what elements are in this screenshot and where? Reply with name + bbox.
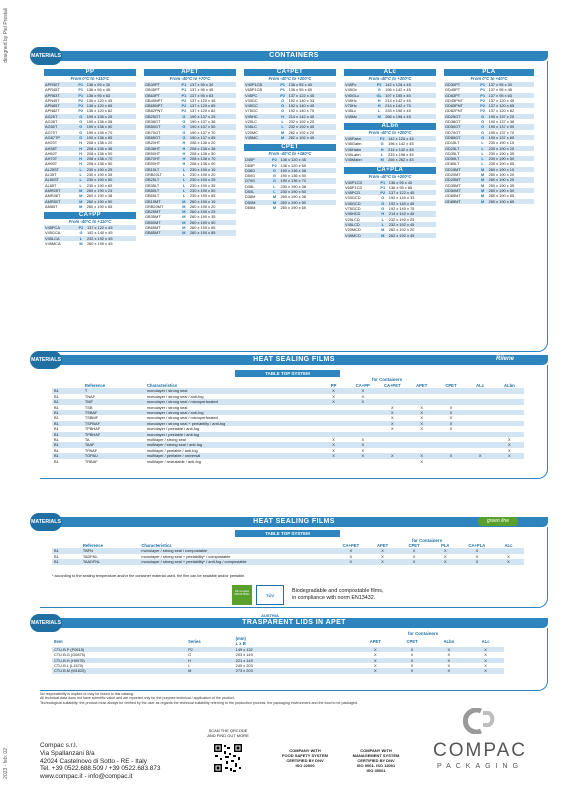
table-row: GB85GT G 190 x 137 x 85 — [144, 135, 236, 140]
table-row: B1 TOPAU multilayer / peelable / universal X X X X X X X — [52, 453, 524, 458]
table-row: V45HCD H 214 x 142 x 45 — [344, 211, 436, 216]
table-row: V45PCA P2 137 x 122 x 45 — [44, 225, 136, 230]
table-row: GD70GT G 190 x 137 x 70 — [445, 129, 515, 135]
brand-sub: PACKAGING — [436, 763, 524, 770]
table-row: V45Labn L 233 x 196 x 45 — [345, 151, 414, 157]
table-row: GB65LT L 230 x 190 x 65 — [145, 193, 216, 199]
table-row: V45LCA L 232 x 192 x 45 — [44, 236, 136, 241]
table-row: B1 TPBHAF monolayer / peelable / anti-fog X X X — [54, 426, 453, 432]
table-row: V40P1CD P1 136 x 95 x 40 — [344, 180, 436, 185]
material-header-alc: ALc — [344, 69, 436, 76]
table-row: V45PC P2 137 x 122 x 45 — [244, 93, 336, 98]
rilene-logo: Rilene — [496, 356, 515, 362]
table-row: V45Mc M 266 x 196 x 45 — [344, 114, 436, 119]
table-row: CTU.B.L (L1570) L 240 x 203 X X X X — [54, 663, 487, 669]
table-row: APN45T P2 136 x 120 x 45 — [45, 97, 113, 103]
temperature-range: From -40°C to +110°C — [68, 219, 112, 225]
table-row: AL35T L 230 x 190 x 35 — [45, 172, 113, 178]
table-row: V45GCA G 192 x 140 x 45 — [45, 230, 113, 236]
table-row: B1 TNAF monolayer / strong seal / anti-fog X X — [54, 393, 365, 399]
table-row: GD82PNT P2 137 x 120 x 82 — [445, 108, 515, 114]
container-table-pp — [44, 82, 136, 209]
table-row: V45Habn H 214 x 142 x 45 — [344, 147, 436, 152]
table-row: V45Pabn P2 142 x 126 x 45 — [344, 136, 436, 141]
designer-credit: designed by Piel Prestali — [3, 8, 9, 63]
table-row: APR45T P1 136 x 95 x 45 — [45, 87, 111, 93]
temperature-range: From -40°C to +180°C — [268, 151, 312, 157]
table-row: V45HC H 214 x 142 x 45 — [244, 114, 336, 119]
table-row: GB25GT G 190 x 137 x 25 — [144, 114, 236, 119]
table-row: GB50MT M 260 x 190 x 50 — [144, 220, 236, 225]
table-row: B1 TSBMF monolayer / strong seal / microperforated X X X — [54, 415, 453, 421]
table-row: GD85GT G 190 x 137 x 85 — [444, 135, 534, 140]
table-row: AH70T H 208 x 136 x 70 — [44, 156, 136, 161]
compac-logo-mark — [459, 708, 499, 734]
table-row: V33GCD G 192 x 140 x 33 — [345, 195, 415, 201]
heat-sealing-section — [30, 351, 548, 479]
table-row: GD65LT L 230 x 190 x 65 — [445, 161, 515, 167]
table-row: GB50LT L 230 x 190 x 50 — [144, 188, 236, 193]
disclaimer: No responsibility is implied or may be linked to this catalog. All technical data does not have scientific value and are reported only for the purpose technical / application of the product. Technological suitability: the product must always be verified by the user as regards the technical suitability referring to the production process, the packaging environment and the food to be packaged. — [40, 692, 359, 705]
table-row: B1 TPBHAF monolayer / peelable / anti-fog — [52, 432, 524, 437]
table-row: GD85MT M 260 x 190 x 85 — [444, 199, 534, 204]
container-table-capet — [244, 82, 336, 140]
material-header-pp: PP — [44, 69, 136, 76]
table-row: AG38T G 190 x 136 x 38 — [45, 119, 113, 125]
materials-pill: MATERIALS — [30, 351, 62, 369]
table-row: GD50GT G 190 x 137 x 50 — [444, 124, 534, 129]
table-row: B1 TAADFNL monolayer / strong seal + peelability* / anti-fog / compostable X X X X X X — [52, 559, 524, 564]
lids-title: TRASPARENT LIDS IN APET — [242, 619, 346, 626]
biodegradable-note: Biodegradable and compostable films, in compliance with norm EN13432. — [292, 588, 384, 601]
heat-sealing-green-section — [30, 513, 548, 618]
table-row: AG50T G 190 x 136 x 50 — [44, 124, 136, 129]
table-row: APR30T P1 136 x 95 x 30 — [44, 82, 136, 87]
table-row: B1 TBFN monolayer / strong seal / compostable X X X X X — [52, 548, 524, 553]
table-header: Reference Characteristics CA+PET APET CPET PLA CA+PLA ALc — [82, 543, 513, 548]
material-header-albn: ALbn — [344, 123, 436, 130]
temperature-range: From -40°C to +200°C — [368, 173, 412, 179]
table-row: GD35LT L 230 x 190 x 35 — [445, 150, 515, 156]
materials-pill: MATERIALS — [30, 513, 62, 531]
table-row: D50M M 260 x 190 x 50 — [244, 200, 336, 205]
table-row: V45GCD G 192 x 140 x 45 — [344, 201, 436, 206]
table-row: D50G G 190 x 136 x 50 — [245, 173, 306, 179]
temperature-range: From -40°C to +200°C — [368, 76, 412, 81]
temperature-range: From 0°C to +110°C — [70, 76, 110, 81]
table-row: GB50GT G 190 x 137 x 50 — [144, 124, 236, 129]
table-row: GD15LT L 230 x 190 x 15 — [445, 140, 515, 146]
container-table-cap — [44, 225, 136, 246]
table-row: GB82PNT P2 137 x 120 x 82 — [145, 108, 216, 114]
table-row: V25LC L 232 x 192 x 25 — [245, 119, 315, 125]
table-header: Item Series (mm) L x B APET CPET ALbn ALc — [54, 636, 490, 647]
table-row: AL50ST L 230 x 190 x 50 — [44, 177, 136, 182]
table-row: V75GC G 192 x 140 x 75 — [245, 108, 315, 114]
table-row: V45Gabn G 196 x 142 x 45 — [345, 141, 414, 147]
table-row: GD20MT M 260 x 190 x 20 — [445, 172, 515, 178]
table-row: GRB20MT M 260 x 190 x 20 — [145, 203, 216, 209]
table-row: D45P P2 136 x 120 x 45 — [244, 157, 336, 162]
table-row: GB90HT H 208 x 136 x 90 — [145, 161, 216, 167]
table-row: V40P1CB P1 136 x 95 x 40 — [244, 82, 336, 87]
hsf-green-title: HEAT SEALING FILMS — [253, 518, 335, 525]
table-row: AH90T H 208 x 136 x 90 — [45, 161, 113, 167]
for-containers-label: for Containers — [412, 538, 443, 543]
containers-title: CONTAINERS — [269, 52, 319, 59]
table-row: D38L L 230 x 190 x 38 — [245, 183, 306, 189]
table-row: B1 TA multilayer / strong seal X X X — [54, 437, 511, 443]
table-row: AL65T L 230 x 190 x 65 — [45, 182, 113, 188]
materials-pill: MATERIALS — [30, 614, 62, 632]
heat-sealing-table — [52, 383, 524, 464]
table-row: V65P1CD P1 136 x 95 x 65 — [345, 184, 413, 190]
table-row: GB35LT L 230 x 190 x 35 — [145, 182, 216, 188]
table-row: V45PCD P2 137 x 122 x 45 — [344, 190, 436, 195]
table-row: GB25MT M 260 x 190 x 25 — [144, 209, 236, 214]
table-row: B1 TMF monolayer / strong seal / microperforated X X — [52, 399, 524, 404]
material-header-pla: PLA — [444, 69, 534, 76]
table-row: V45Lc L 233 x 196 x 45 — [345, 108, 411, 114]
table-row: V33GC G 192 x 140 x 33 — [245, 97, 315, 103]
table-row: GD45PT P1 137 x 95 x 45 — [445, 87, 512, 93]
table-row: GB50HT H 208 x 136 x 50 — [145, 150, 216, 156]
containers-section — [30, 47, 548, 352]
table-row: V75GCD G 192 x 140 x 75 — [345, 206, 415, 212]
temperature-range: From -40°C to +200°C — [368, 130, 412, 136]
food-safety-cert: COMPANY WITH FOOD SAFETY SYSTEM CERTIFIED BY DNV ISO 22000 — [282, 748, 328, 768]
container-table-albn — [344, 136, 436, 162]
table-row: D38G G 190 x 136 x 38 — [244, 168, 336, 173]
table-row: CTU.B.P (P0515) P2 149 x 132 X X X X — [52, 647, 504, 652]
lids-table — [52, 636, 504, 674]
table-row: AH20T H 208 x 136 x 20 — [45, 140, 113, 146]
table-row: V45LCD L 232 x 192 x 45 — [344, 222, 436, 227]
company-web[interactable]: www.compac.it - info@compac.it — [40, 773, 133, 781]
table-row: V40GLc GL 197 x 155 x 40 — [344, 93, 436, 98]
company-address: Compac s.r.l. Via Spallanzani 8/a 42024 Castelnovo di Sotto - RE - Italy Tel. +39 0522.688.509 / +39 0522.683.873 www.compac.it - info@compac.it — [40, 742, 161, 781]
table-row: GB15LT L 230 x 190 x 15 — [144, 167, 236, 172]
lids-section — [30, 614, 548, 691]
green-line-logo: green line — [478, 517, 518, 526]
table-row: GD35MT M 260 x 190 x 35 — [445, 182, 515, 188]
for-containers-label: for Containers — [372, 377, 403, 382]
table-row: GD50LT L 230 x 190 x 50 — [444, 156, 534, 161]
table-row: V65P1CB P1 136 x 95 x 65 — [245, 87, 312, 93]
table-row: APN65T P2 136 x 120 x 65 — [44, 103, 136, 108]
management-cert: COMPANY WITH MANAGEMENT SYSTEM CERTIFIED BY DNV ISO 9001- ISO 14001 ISO 45001 — [352, 748, 400, 773]
table-row: GB20HT H 208 x 136 x 20 — [145, 140, 216, 146]
table-row: D65M M 260 x 190 x 65 — [245, 204, 306, 210]
table-row: B1 TSBAF monolayer / strong seal / anti-fog X X X — [52, 410, 524, 415]
container-table-alc — [344, 82, 436, 119]
container-table-capla — [344, 180, 436, 238]
hsf-title: HEAT SEALING FILMS — [253, 356, 335, 363]
green-sealing-table — [52, 543, 524, 565]
table-row: B1 TSPBAF monolayer / strong seal + peelability / anti-fog X X X — [52, 421, 524, 426]
table-row: AH50T H 208 x 136 x 50 — [45, 150, 113, 156]
company-phone: Tel. +39 0522.688.509 / +39 0522.683.873 — [40, 765, 161, 773]
container-table-pla — [444, 82, 534, 204]
table-row: B1 TADFNL monolayer / strong seal + peelability* / compostable X X X X X X — [54, 553, 510, 559]
table-row: B1 TRBAF multilayer / resealable / anti-fog X — [54, 458, 423, 464]
table-row: D65P P2 136 x 120 x 65 — [245, 162, 306, 168]
company-name: Compac s.r.l. — [40, 742, 78, 749]
table-row: D38M M 260 x 190 x 38 — [245, 194, 306, 200]
table-row: CTU.B.G (G0875) G 203 x 149 X X X X — [54, 652, 487, 658]
table-row: GD50MT M 260 x 190 x 50 — [444, 188, 534, 193]
table-row: APN82T P2 136 x 120 x 82 — [45, 108, 113, 114]
table-row: V25LCD L 232 x 192 x 25 — [345, 216, 415, 222]
table-row: GB25LT L 230 x 190 x 25 — [144, 177, 236, 182]
table-header: Reference Characteristics PP CA+PP CA+PET APET CPET ALc ALbn — [84, 383, 515, 388]
brand-name: COMPAC — [433, 740, 527, 761]
table-row: V45Gc G 196 x 142 x 45 — [345, 87, 411, 93]
material-header-cap: CA+PP — [44, 212, 136, 219]
scan-label: SCAN THE QRCODE AND FIND OUT MORE — [207, 728, 249, 738]
table-row: GD63PT P1 137 x 95 x 63 — [444, 93, 534, 98]
table-row: V45GC G 192 x 140 x 45 — [244, 103, 336, 108]
table-row: GRB20LT L 230 x 190 x 20 — [145, 172, 216, 178]
table-row: GD65PNT P2 137 x 120 x 65 — [444, 103, 534, 108]
table-row: B1 T monolayer / strong seal X X — [52, 388, 524, 393]
table-row: V20MC M 262 x 192 x 20 — [245, 129, 315, 135]
table-row: GB63PT P1 137 x 95 x 63 — [144, 93, 236, 98]
tuv-badge: TÜV AUSTRIA — [256, 585, 284, 605]
table-row: CTU.B.H (H0975) H 221 x 149 X X X X — [52, 658, 504, 663]
table-row: V45MCD M 262 x 192 x 45 — [344, 233, 436, 238]
table-row: GB70GT G 190 x 137 x 70 — [145, 129, 216, 135]
table-row: CTU.B.M (M1620) M 273 x 203 X X X X — [52, 668, 504, 673]
for-containers-label: for Containers — [408, 631, 439, 636]
table-row: V45LC L 232 x 192 x 45 — [244, 124, 336, 129]
material-header-capla: CA+PLA — [344, 167, 436, 174]
temperature-range: From -40°C to +200°C — [268, 76, 312, 81]
table-row: AMR50T M 260 x 190 x 50 — [44, 199, 136, 204]
table-row: B1 TAAF multilayer / strong seal / anti-fog X X X — [52, 442, 524, 447]
table-row: AM65T M 260 x 190 x 65 — [45, 203, 113, 209]
materials-pill: MATERIALS — [30, 47, 62, 65]
table-row: V45Mabn M 266 x 262 x 45 — [344, 157, 436, 162]
table-row: GB65NPT P2 137 x 120 x 65 — [144, 103, 236, 108]
table-row: B1 TPAAF multilayer / peelable / anti-fog X X X — [54, 447, 511, 453]
table-row: D50L L 230 x 190 x 50 — [244, 189, 336, 194]
qr-code[interactable] — [213, 743, 243, 773]
edition-date: 2023 - feb. 02 — [3, 748, 9, 779]
container-table-cpet — [244, 157, 336, 210]
container-table-apet — [144, 82, 236, 236]
table-top-system-label: TABLE TOP SYSTEM — [235, 530, 340, 537]
table-row: V45MC M 262 x 192 x 45 — [244, 135, 336, 140]
temperature-range: From 0°C to +40°C — [470, 76, 508, 81]
table-row: GB45NPT P2 137 x 120 x 45 — [145, 97, 216, 103]
table-row: GD25GT G 190 x 137 x 25 — [444, 114, 534, 119]
table-row: AL25ST L 230 x 190 x 25 — [44, 167, 136, 172]
table-row: GB45PT P1 137 x 95 x 45 — [145, 87, 214, 93]
table-row: V45Pc P2 142 x 126 x 45 — [344, 82, 436, 87]
table-row: V45Hc H 214 x 142 x 45 — [345, 97, 411, 103]
table-row: V45MCA M 260 x 190 x 45 — [45, 241, 113, 247]
table-row: GD38GT G 190 x 137 x 38 — [445, 119, 515, 125]
table-row: GD25MT M 260 x 190 x 25 — [444, 177, 534, 182]
table-row: D70G G 190 x 136 x 70 — [244, 178, 336, 183]
table-row: GB70HT H 208 x 136 x 70 — [144, 156, 236, 161]
table-row: GD15MT M 260 x 190 x 15 — [444, 167, 534, 172]
table-row: GB38GT G 190 x 137 x 38 — [145, 119, 216, 125]
table-row: GB65MT M 260 x 190 x 65 — [145, 225, 216, 231]
material-header-capet: CA+PET — [244, 69, 336, 76]
table-row: AG87TP G 190 x 136 x 85 — [44, 135, 136, 140]
table-row: GB15MT M 260 x 190 x 15 — [144, 199, 236, 204]
material-header-apet: APET — [144, 69, 236, 76]
table-row: GB30PT P1 137 x 95 x 30 — [144, 82, 236, 87]
table-row: AMR38T M 260 x 190 x 38 — [45, 193, 113, 199]
ok-compost-badge: OK compost INDUSTRIAL — [232, 585, 252, 605]
table-row: GD45PNT P2 137 x 120 x 45 — [445, 97, 515, 103]
table-row: GB85MT M 260 x 190 x 85 — [144, 230, 236, 235]
table-row: AG70T G 190 x 136 x 70 — [45, 129, 113, 135]
table-top-system-label: TABLE TOP SYSTEM — [235, 370, 340, 377]
table-row: GB35MT M 260 x 190 x 35 — [145, 214, 216, 220]
table-row: B1 TSB monolayer / strong seal X X X — [54, 404, 453, 410]
sealing-note: * according to the sealing temperature and/or the container material used, the film can be sealable and/or peelable. — [52, 574, 246, 578]
table-row: V20MCD M 262 x 192 x 20 — [345, 227, 415, 233]
material-header-cpet: CPET — [244, 144, 336, 151]
table-row: APR63T P1 136 x 95 x 63 — [44, 93, 136, 98]
temperature-range: From -40°C to +70°C — [169, 76, 211, 81]
table-row: AG25T G 190 x 136 x 25 — [44, 114, 136, 119]
table-row: AMR25T M 260 x 190 x 25 — [44, 188, 136, 193]
table-row: V75Hc H 214 x 142 x 75 — [344, 103, 436, 108]
table-row: GD30PT P1 137 x 95 x 30 — [444, 82, 534, 87]
table-row: GD65MT M 260 x 190 x 65 — [445, 193, 515, 199]
table-row: GB38HT H 208 x 136 x 38 — [144, 146, 236, 151]
table-row: AH38T H 208 x 136 x 38 — [44, 146, 136, 151]
table-row: GD25LT L 230 x 190 x 25 — [444, 146, 534, 151]
